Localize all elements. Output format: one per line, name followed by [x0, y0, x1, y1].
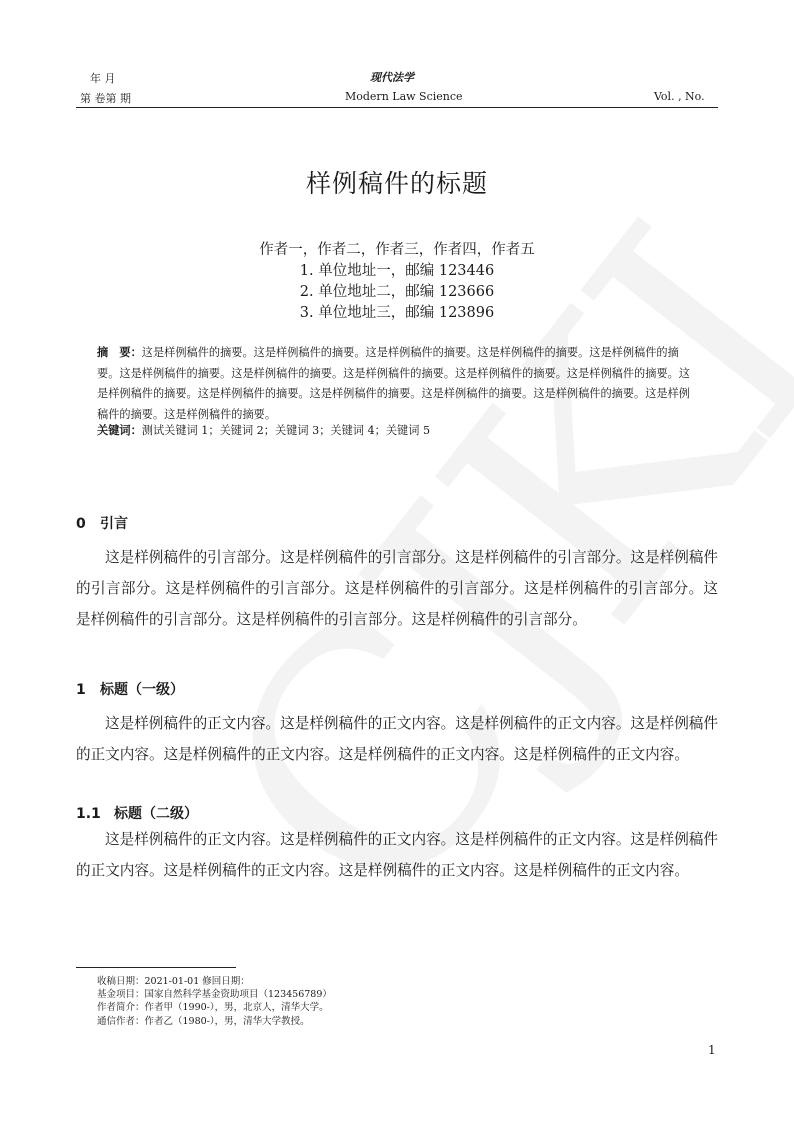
footnote-rule	[76, 967, 236, 968]
abstract-label: 摘 要：	[97, 346, 142, 359]
keywords-text: 测试关键词 1；关键词 2；关键词 3；关键词 4；关键词 5	[141, 424, 431, 437]
section-paragraph-1-1: 这是样例稿件的正文内容。这是样例稿件的正文内容。这是样例稿件的正文内容。这是样例稿件的正文内容。这是样例稿件的正文内容。这是样例稿件的正文内容。这是样例稿件的正文内容。	[76, 831, 718, 879]
section-title: 标题（一级）	[100, 682, 184, 698]
abstract	[97, 343, 697, 425]
abstract-text: 这是样例稿件的摘要。这是样例稿件的摘要。这是样例稿件的摘要。这是样例稿件的摘要。这是样例稿件的摘要。这是样例稿件的摘要。这是样例稿件的摘要。这是样例稿件的摘要。这是样例稿件的摘要。这是样例稿件的摘要。这是样例稿件的摘要。这是样例稿件的摘要。这是样例稿件的摘要。这是样例稿件的摘要。这是样例稿件的摘要。这是样例稿件的摘要。这是样例稿件的摘要。	[97, 346, 690, 421]
authors: 作者一，作者二，作者三，作者四，作者五	[259, 242, 535, 258]
section-title: 标题（二级）	[114, 806, 198, 822]
affiliation-2: 2. 单位地址二，邮编 123666	[299, 284, 495, 300]
keywords-label: 关键词：	[97, 424, 142, 437]
section-number: 0	[76, 516, 86, 532]
page-number: 1	[708, 1043, 716, 1057]
footnote-received: 收稿日期：2021-01-01 修回日期：	[97, 976, 250, 987]
section-heading-1	[76, 679, 184, 699]
header-journal-cn: 现代法学	[370, 71, 414, 84]
header-volume: Vol. , No.	[654, 90, 705, 103]
footnotes	[97, 975, 332, 1028]
author-list	[76, 240, 718, 324]
footnote-corresponding: 通信作者：作者乙（1980-），男，清华大学教授。	[97, 1015, 310, 1027]
header-issue: 第 卷第 期	[80, 92, 131, 105]
section-heading-1-1	[76, 803, 198, 823]
section-number: 1	[76, 682, 86, 698]
affiliation-1: 1. 单位地址一，邮编 123446	[299, 263, 495, 279]
footnote-author-bio: 作者简介：作者甲（1990-），男，北京人，清华大学。	[97, 1002, 329, 1014]
keywords	[97, 421, 697, 442]
header-journal-en: Modern Law Science	[345, 90, 463, 103]
header-date: 年 月	[90, 72, 116, 85]
section-paragraph-1: 这是样例稿件的正文内容。这是样例稿件的正文内容。这是样例稿件的正文内容。这是样例稿件的正文内容。这是样例稿件的正文内容。这是样例稿件的正文内容。这是样例稿件的正文内容。	[76, 715, 718, 763]
section-number: 1.1	[76, 806, 101, 822]
section-paragraph-intro: 这是样例稿件的引言部分。这是样例稿件的引言部分。这是样例稿件的引言部分。这是样例稿件的引言部分。这是样例稿件的引言部分。这是样例稿件的引言部分。这是样例稿件的引言部分。这是样例稿件的引言部分。这是样例稿件的引言部分。这是样例稿件的引言部分。	[76, 549, 718, 628]
header-rule	[76, 107, 718, 108]
page-title: 样例稿件的标题	[305, 169, 488, 198]
footnote-funding: 基金项目：国家自然科学基金资助项目（123456789）	[97, 989, 332, 1001]
section-title: 引言	[100, 516, 128, 532]
affiliation-3: 3. 单位地址三，邮编 123896	[299, 305, 495, 321]
section-heading-intro	[76, 513, 128, 533]
